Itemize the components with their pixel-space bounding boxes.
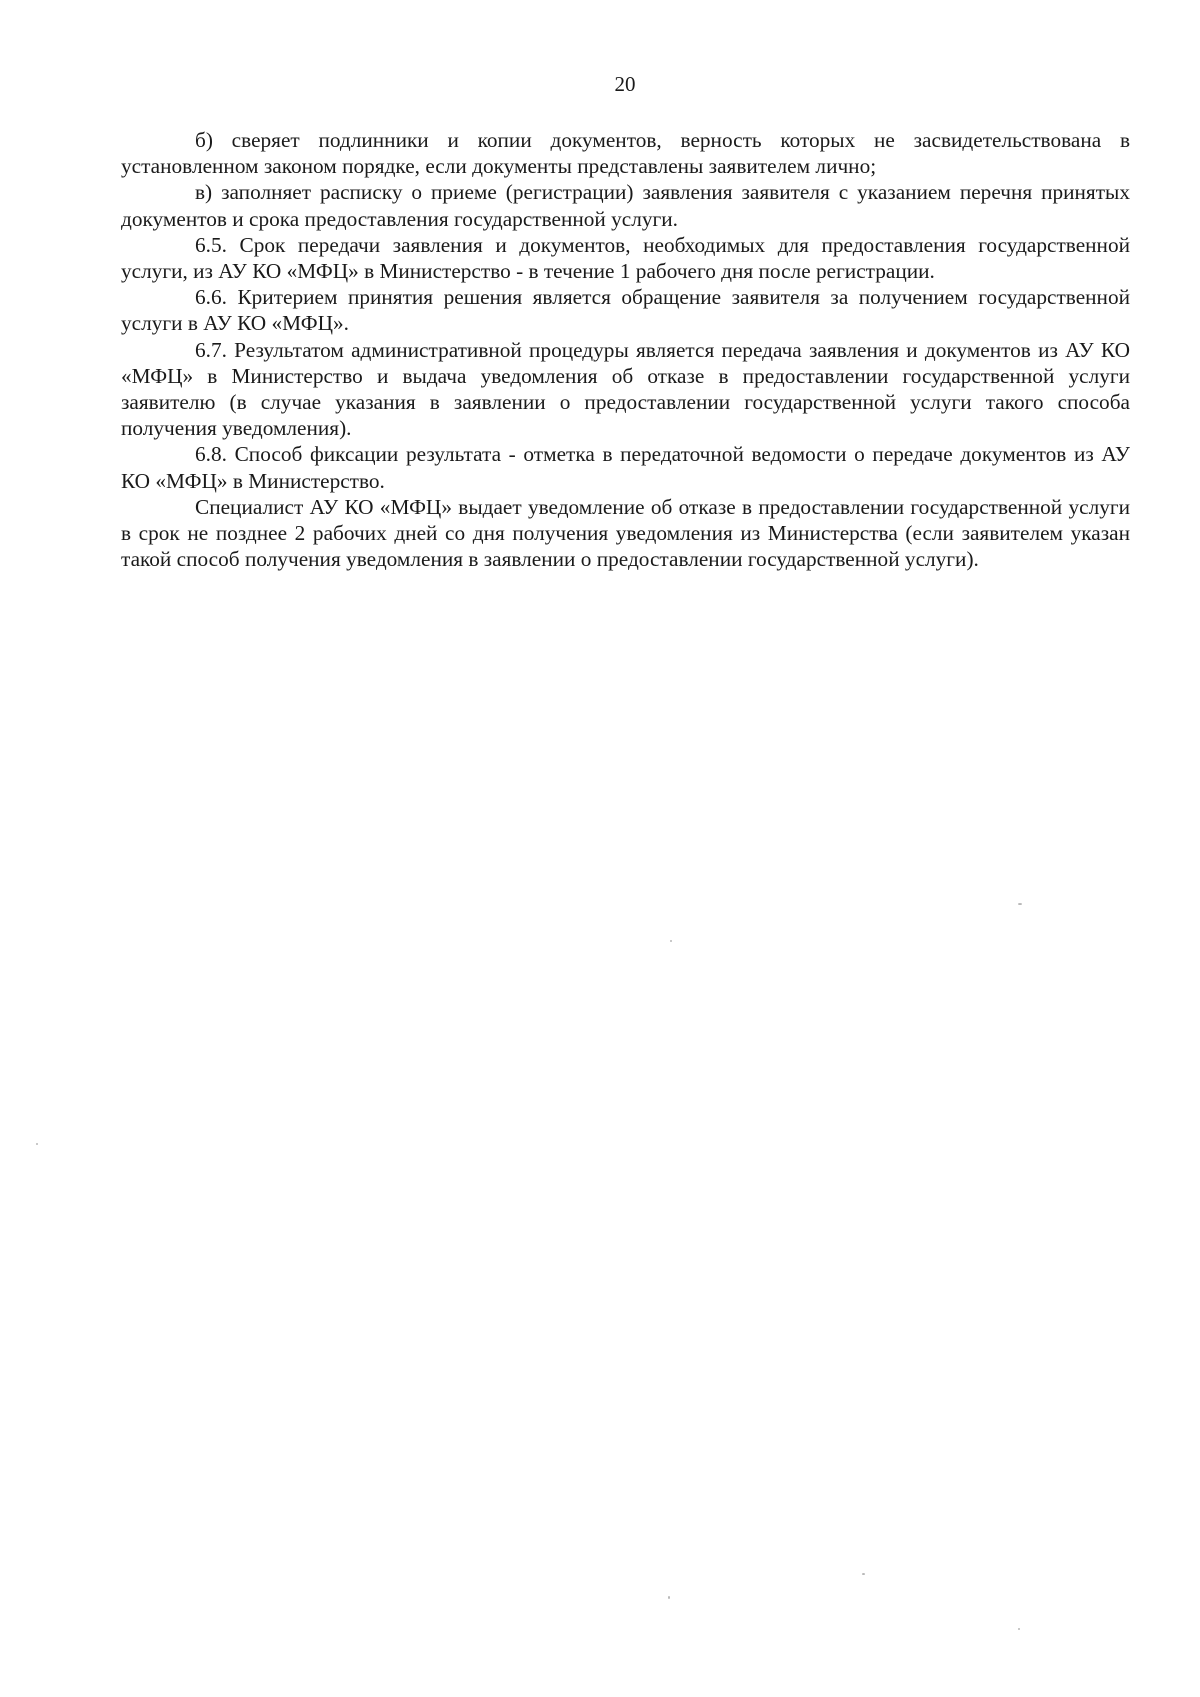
scan-speck [1018,903,1022,905]
paragraph-6-7-procedure-result: 6.7. Результатом административной процедуры является передача заявления и документов из АУ КО «МФЦ» в Министерство и выдача уведомления об отказе в предоставлении государственной услуги заявителю (в случае указания в заявлении о предоставлении государственной услуги такого способа получения уведомления). [121,337,1130,441]
page-number: 20 [614,72,636,96]
paragraph-specialist-issues-notice: Специалист АУ КО «МФЦ» выдает уведомление об отказе в предоставлении государственной услуги в срок не позднее 2 рабочих дней со дня получения уведомления из Министерства (если заявителем указан такой способ получения уведомления в заявлении о предоставлении государственной услуги). [121,494,1130,572]
document-body [121,127,1130,572]
paragraph-6-8-result-recording: 6.8. Способ фиксации результата - отметка в передаточной ведомости о передаче документов из АУ КО «МФЦ» в Министерство. [121,442,1130,493]
paragraph-b-verify-originals: б) сверяет подлинники и копии документов, верность которых не засвидетельствована в установленном законом порядке, если документы представлены заявителем лично; [121,128,1130,179]
paragraph-6-5-transfer-term: 6.5. Срок передачи заявления и документов, необходимых для предоставления государственной услуги, из АУ КО «МФЦ» в Министерство - в течение 1 рабочего дня после регистрации. [121,232,1130,284]
scan-speck [1018,1628,1020,1630]
paragraph-6-6-decision-criterion: 6.6. Критерием принятия решения является обращение заявителя за получением государственной услуги в АУ КО «МФЦ». [121,285,1130,336]
scan-speck [36,1143,38,1145]
scan-speck [862,1573,865,1575]
paragraph-v-fill-receipt: в) заполняет расписку о приеме (регистрации) заявления заявителя с указанием перечня принятых документов и срока предоставления государственной услуги. [121,180,1130,231]
scan-speck [668,1596,670,1599]
scan-speck [670,940,672,942]
